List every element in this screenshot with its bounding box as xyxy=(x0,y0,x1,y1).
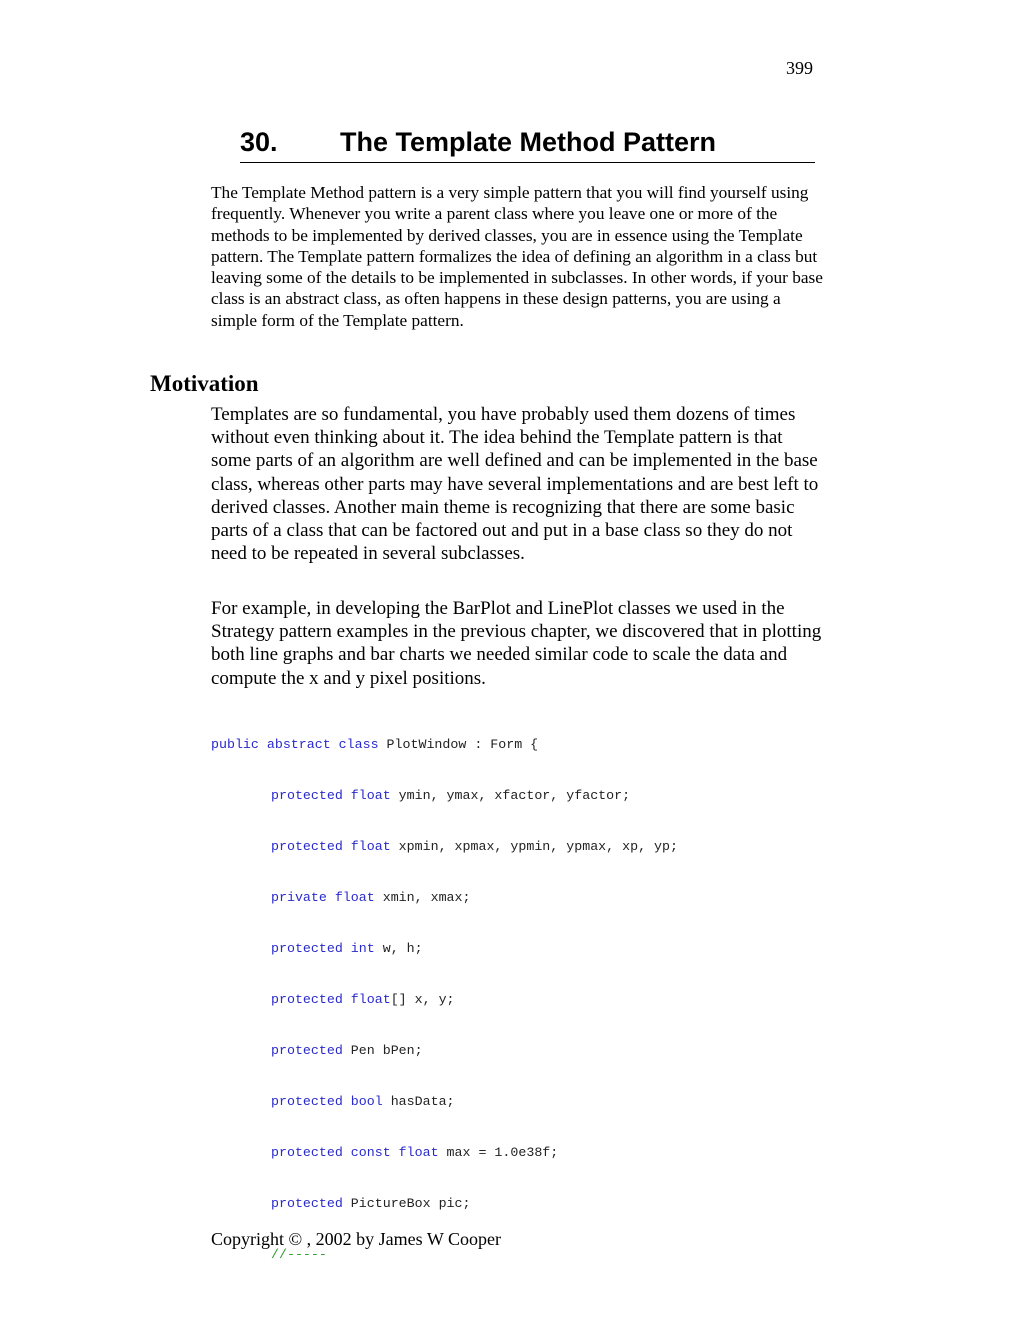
code-line xyxy=(211,736,678,753)
code-text: xmin, xmax; xyxy=(374,890,471,905)
section-heading: Motivation xyxy=(150,371,259,396)
code-keywords: protected xyxy=(271,1043,343,1058)
code-keywords: protected float xyxy=(271,788,391,803)
code-text: PlotWindow : Form { xyxy=(378,737,539,752)
code-listing xyxy=(211,702,678,1280)
code-text: [] x, y; xyxy=(390,992,455,1007)
motivation-paragraph-1: Templates are so fundamental, you have probably used them dozens of times without even thinking about it. The idea behind the Template pattern is that some parts of an algorithm are well defined and can be implemented in the base class, whereas other parts may have several implementations and are best left to derived classes. Another main theme is recognizing that there are some basic parts of a class that can be factored out and put in a base class so they do not need to be repeated in several subclasses. xyxy=(211,404,819,565)
code-keywords: protected xyxy=(271,1196,343,1211)
code-keywords: private float xyxy=(271,890,375,905)
code-line xyxy=(211,1093,678,1110)
intro-paragraph: The Template Method pattern is a very simple pattern that you will find yourself using frequently. Whenever you write a parent class where you leave one or more of the methods to be implemented by derived classes, you are in essence using the Template pattern. The Template pattern formalizes the idea of defining an algorithm in a class but leaving some of the details to be implemented in subclasses. In other words, if your base class is an abstract class, as often happens in these design patterns, you are using a simple form of the Template pattern. xyxy=(211,183,823,330)
code-line xyxy=(211,1144,678,1161)
code-text: xpmin, xpmax, ypmin, ypmax, xp, yp; xyxy=(390,839,678,854)
code-line xyxy=(211,940,678,957)
code-line xyxy=(211,1195,678,1212)
chapter-title xyxy=(240,127,815,163)
code-keywords: public abstract class xyxy=(211,737,379,752)
chapter-number: 30. xyxy=(240,127,278,157)
code-text: PictureBox pic; xyxy=(342,1196,471,1211)
code-keywords: protected int xyxy=(271,941,375,956)
code-text: ymin, ymax, xfactor, yfactor; xyxy=(390,788,631,803)
code-keywords: protected const float xyxy=(271,1145,439,1160)
code-line xyxy=(211,889,678,906)
code-line xyxy=(211,838,678,855)
motivation-paragraph-2: For example, in developing the BarPlot and LinePlot classes we used in the Strategy pattern examples in the previous chapter, we discovered that in plotting both line graphs and bar charts we needed similar code to scale the data and compute the x and y pixel positions. xyxy=(211,598,822,689)
code-text: max = 1.0e38f; xyxy=(438,1145,559,1160)
code-keywords: protected bool xyxy=(271,1094,383,1109)
code-text: w, h; xyxy=(374,941,423,956)
code-text: Pen bPen; xyxy=(342,1043,423,1058)
code-line xyxy=(211,1042,678,1059)
page-number: 399 xyxy=(786,58,813,78)
code-text: hasData; xyxy=(382,1094,455,1109)
code-keywords: protected float xyxy=(271,992,391,1007)
code-comment: //----- xyxy=(271,1247,327,1262)
chapter-title-text: The Template Method Pattern xyxy=(340,127,717,157)
code-line xyxy=(211,991,678,1008)
code-line xyxy=(211,787,678,804)
copyright-footer: Copyright © , 2002 by James W Cooper xyxy=(211,1229,501,1249)
code-keywords: protected float xyxy=(271,839,391,854)
